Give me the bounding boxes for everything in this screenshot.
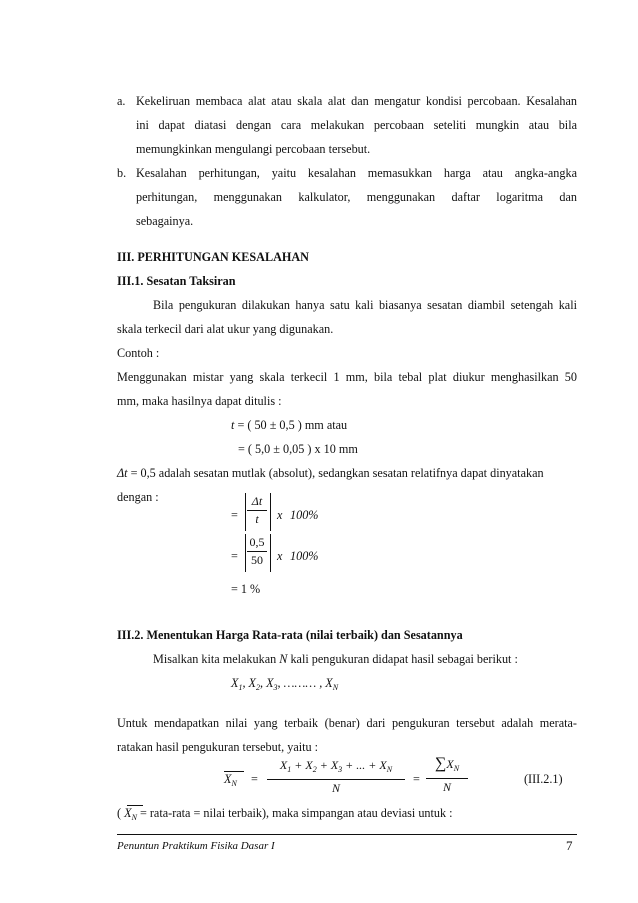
paragraph-4-line-1: Misalkan kita melakukan N kali pengukuran didapat hasil sebagai berikut : bbox=[153, 652, 518, 666]
footer-rule bbox=[117, 834, 577, 835]
percent-100: 100% bbox=[290, 549, 319, 563]
equation-relative-equals: = bbox=[231, 508, 238, 522]
list-a-line-3: memungkinkan mengulangi percobaan tersebut. bbox=[136, 142, 371, 156]
section-heading-iii-1: III.1. Sesatan Taksiran bbox=[117, 274, 236, 288]
paragraph-1-line-1: Bila pengukuran dilakukan hanya satu kali biasanya sesatan diambil setengah kali bbox=[153, 298, 577, 312]
mean-symbol: $X_N$ bbox=[224, 772, 237, 788]
times-sign: x bbox=[277, 508, 283, 522]
fraction-sum-over-n: $X_1 + X_2 + X_3$ + ... + $X_N$ N bbox=[267, 758, 405, 795]
section-heading-iii: III. PERHITUNGAN KESALAHAN bbox=[117, 250, 309, 264]
fraction-sigma-over-n: $\sum X_N$ N bbox=[426, 757, 468, 794]
list-b-line-3: sebagainya. bbox=[136, 214, 194, 228]
fraction-0-5-over-50: 0,5 50 bbox=[247, 535, 267, 567]
paragraph-2-line-2: mm, maka hasilnya dapat ditulis : bbox=[117, 394, 282, 408]
section-heading-iii-2: III.2. Menentukan Harga Rata-rata (nilai terbaik) dan Sesatannya bbox=[117, 628, 463, 642]
list-b-line-2: perhitungan, menggunakan kalkulator, menggunakan daftar logaritma dan bbox=[136, 190, 577, 204]
list-marker-b: b. bbox=[117, 166, 127, 180]
footer-title: Penuntun Praktikum Fisika Dasar I bbox=[117, 840, 275, 852]
list-a-line-2: ini dapat diatasi dengan cara melakukan percobaan seteliti mungkin atau bila bbox=[136, 118, 577, 132]
equation-t: t = ( 50 ± 0,5 ) mm atau bbox=[231, 418, 348, 432]
paragraph-2-line-1: Menggunakan mistar yang skala terkecil 1 mm, bila tebal plat diukur menghasilkan 50 bbox=[117, 370, 577, 384]
sigma-symbol: ∑ bbox=[434, 755, 447, 772]
contoh-label: Contoh : bbox=[117, 346, 160, 360]
formula-equals-1: = bbox=[251, 772, 258, 786]
paragraph-5-line-1: Untuk mendapatkan nilai yang terbaik (benar) dari pengukuran tersebut adalah merata- bbox=[117, 716, 577, 730]
paragraph-5-line-2: ratakan hasil pengukuran tersebut, yaitu : bbox=[117, 740, 319, 754]
page-number: 7 bbox=[566, 838, 573, 853]
formula-equals-2: = bbox=[413, 772, 420, 786]
percent-100: 100% bbox=[290, 508, 319, 522]
fraction-delta-t: Δt t bbox=[247, 494, 267, 526]
equation-relative-value-equals: = bbox=[231, 549, 238, 563]
measurement-series: $X_1$, $X_2$, $X_3$, ……… , $X_N$ bbox=[231, 676, 339, 692]
equation-result-1-percent: = 1 % bbox=[231, 582, 261, 596]
list-a-line-1: Kekeliruan membaca alat atau skala alat dan mengatur kondisi percobaan. Kesalahan bbox=[136, 94, 577, 108]
paragraph-1-line-2: skala terkecil dari alat ukur yang digunakan. bbox=[117, 322, 334, 336]
paragraph-3-line-1: Δt = 0,5 adalah sesatan mutlak (absolut), sedangkan sesatan relatifnya dapat dinyatakan bbox=[117, 466, 544, 480]
equation-t-scientific: = ( 5,0 ± 0,05 ) x 10 mm bbox=[238, 442, 358, 456]
times-sign: x bbox=[277, 549, 283, 563]
equation-label: (III.2.1) bbox=[524, 772, 563, 786]
list-b-line-1: Kesalahan perhitungan, yaitu kesalahan memasukkan harga atau angka-angka bbox=[136, 166, 577, 180]
list-marker-a: a. bbox=[117, 94, 126, 108]
paragraph-3-line-2: dengan : bbox=[117, 490, 159, 504]
paragraph-6-line-1: ( $X_N$ = rata-rata = nilai terbaik), maka simpangan atau deviasi untuk : bbox=[117, 806, 453, 822]
